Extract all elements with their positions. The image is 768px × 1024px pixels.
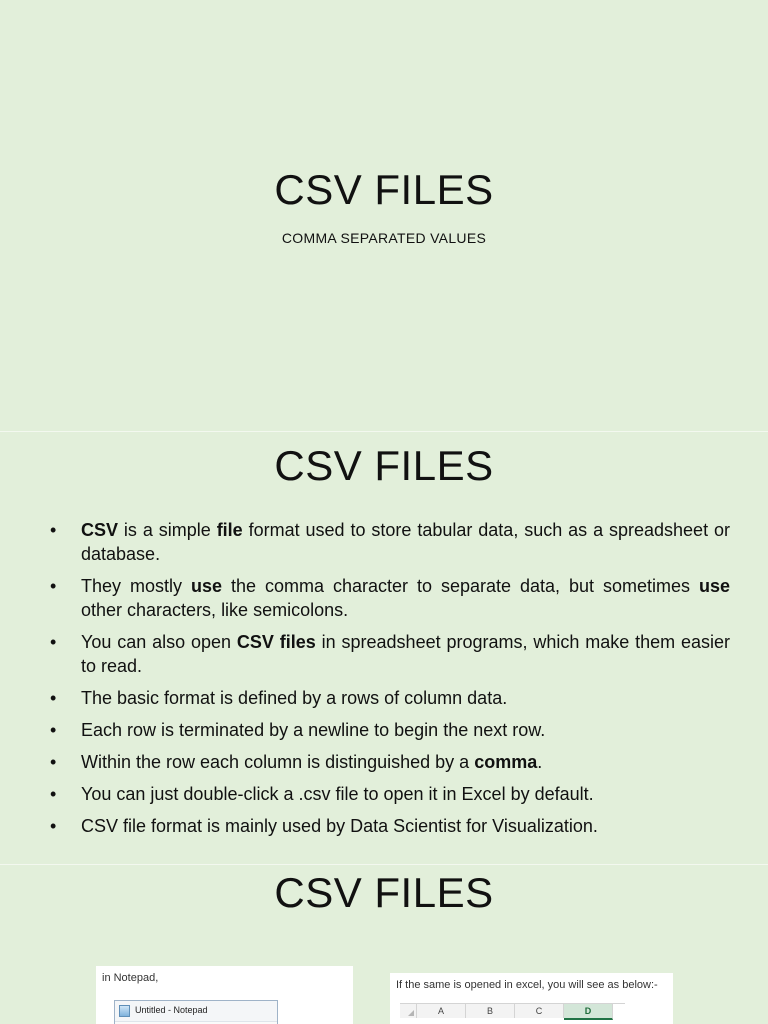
excel-column-header: C — [515, 1004, 564, 1018]
bullet-item — [50, 750, 730, 774]
bullet-dot: • — [50, 720, 57, 740]
bullet-list — [50, 518, 730, 846]
slide-title: CSV FILES — [274, 442, 494, 489]
bullet-bold-text: CSV — [81, 520, 119, 540]
notepad-titlebar — [115, 1001, 277, 1022]
bullet-text: You can also open — [81, 632, 237, 652]
excel-column-header: A — [417, 1004, 466, 1018]
bullet-bold-text: CSV files — [236, 632, 316, 652]
bullet-text: The basic format is defined by a rows of column data. — [81, 688, 508, 708]
bullet-text: the comma character to separate data, but sometimes — [222, 576, 699, 596]
bullet-bold-text: file — [216, 520, 243, 540]
bullet-dot: • — [50, 784, 57, 804]
slide-title: CSV FILES — [274, 166, 494, 213]
bullet-dot: • — [50, 688, 57, 708]
bullet-text: other characters, like semicolons. — [81, 600, 349, 620]
screenshots-slide — [0, 865, 768, 1023]
bullet-item — [50, 518, 730, 566]
bullet-text: You can just double-click a .csv file to open it in Excel by default. — [81, 784, 594, 804]
bullet-dot: • — [50, 816, 57, 836]
bullet-text: in spreadsheet programs, which make them easier to read. — [81, 632, 730, 676]
content-slide — [0, 432, 768, 865]
bullet-text: format used to store tabular data, such as a spreadsheet or database. — [81, 520, 730, 564]
notepad-screenshot — [96, 966, 353, 1024]
bullet-dot: • — [50, 520, 57, 540]
slide-subtitle: COMMA SEPARATED VALUES — [281, 230, 487, 246]
bullet-bold-text: use — [190, 576, 222, 596]
bullet-text: They mostly — [81, 576, 191, 596]
notepad-window-title: Untitled - Notepad — [135, 1005, 208, 1015]
bullet-dot: • — [50, 576, 57, 596]
bullet-text: CSV file format is mainly used by Data Scientist for Visualization. — [81, 816, 598, 836]
excel-column-header-selected: D — [564, 1004, 613, 1020]
bullet-text: Each row is terminated by a newline to begin the next row. — [81, 720, 546, 740]
excel-caption: If the same is opened in excel, you will see as below:- — [396, 979, 658, 991]
notepad-icon — [119, 1005, 130, 1017]
excel-column-header: B — [466, 1004, 515, 1018]
excel-select-all-corner — [400, 1004, 417, 1018]
bullet-item — [50, 630, 730, 678]
bullet-text: Within the row each column is distinguished by a — [81, 752, 475, 772]
excel-screenshot — [390, 973, 673, 1024]
bullet-bold-text: comma — [474, 752, 538, 772]
bullet-bold-text: use — [698, 576, 730, 596]
bullet-item — [50, 718, 730, 742]
bullet-dot: • — [50, 632, 57, 652]
bullet-text: . — [537, 752, 543, 772]
bullet-item — [50, 782, 730, 806]
title-slide — [0, 0, 768, 432]
bullet-item — [50, 686, 730, 710]
bullet-item — [50, 814, 730, 838]
slide-title: CSV FILES — [274, 869, 494, 916]
bullet-text: is a simple — [118, 520, 217, 540]
notepad-window — [114, 1000, 278, 1024]
bullet-item — [50, 574, 730, 622]
excel-column-headers — [400, 1003, 625, 1024]
bullet-dot: • — [50, 752, 57, 772]
notepad-caption: in Notepad, — [102, 972, 159, 984]
